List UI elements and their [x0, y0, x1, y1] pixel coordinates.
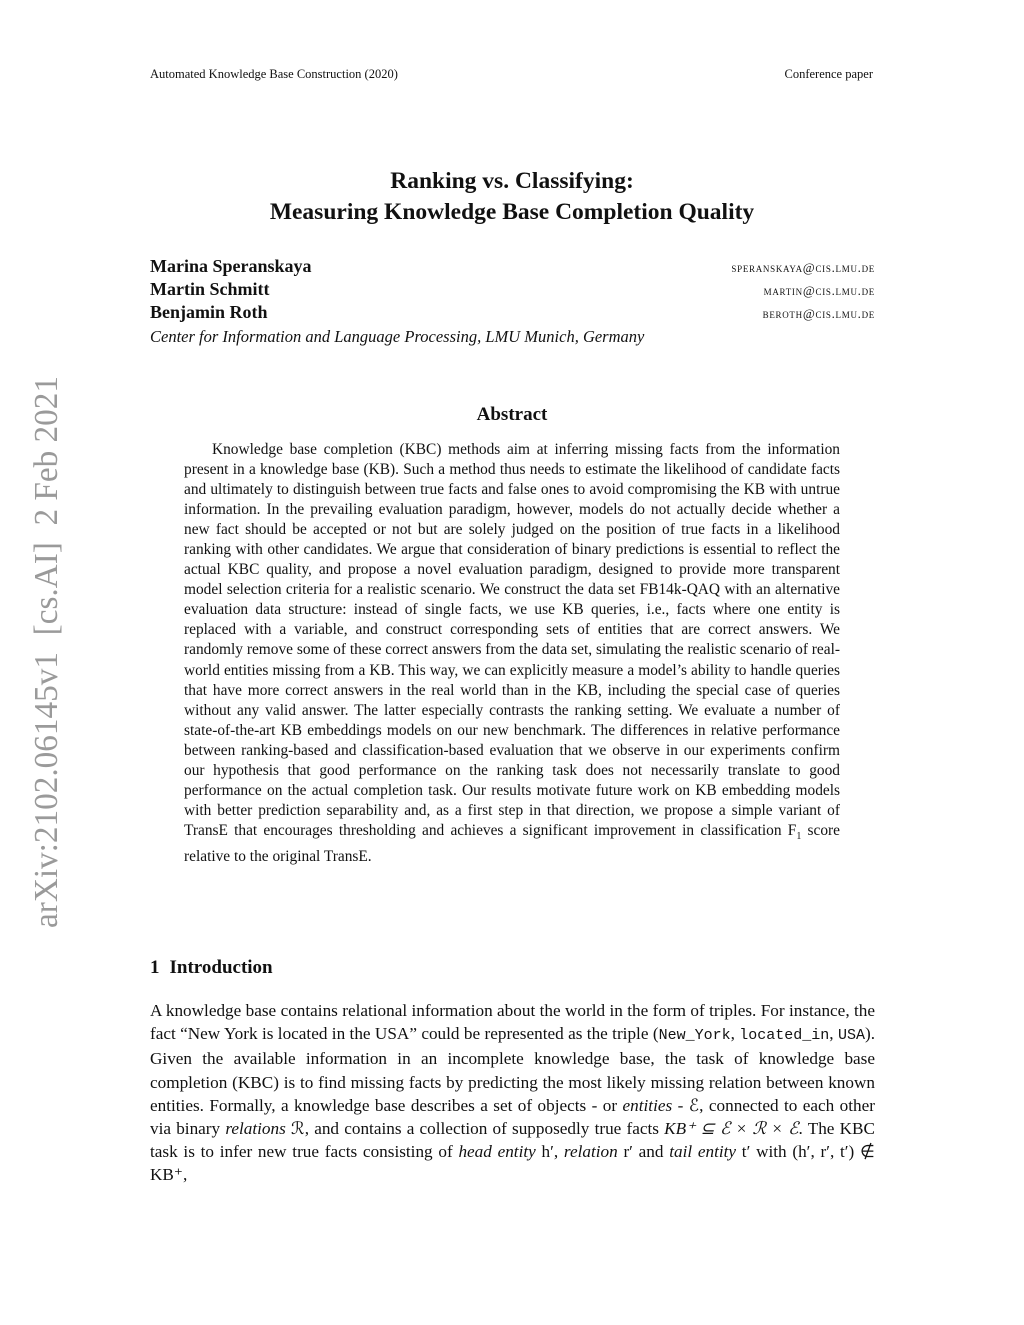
triple-relation: located_in	[739, 1027, 830, 1045]
arxiv-stamp-text: arXiv:2102.06145v1 [cs.AI] 2 Feb 2021	[28, 363, 65, 928]
title-line-1: Ranking vs. Classifying:	[390, 168, 634, 194]
author-row	[150, 302, 875, 325]
paper-title	[0, 166, 1024, 228]
author-row	[150, 256, 875, 279]
author-email: speranskaya@cis.lmu.de	[731, 260, 875, 275]
term-head-entity: head entity	[458, 1142, 536, 1162]
intro-text: h′,	[535, 1142, 564, 1162]
author-name: Martin Schmitt	[150, 279, 270, 299]
abstract-text	[184, 440, 840, 867]
term-relations: relations	[225, 1119, 286, 1139]
intro-text: ,	[829, 1024, 838, 1044]
section-number: 1	[150, 957, 160, 978]
intro-paragraph	[150, 999, 875, 1187]
author-email: martin@cis.lmu.de	[763, 283, 875, 298]
intro-text: ℛ, and contains a collection of supposedly true facts	[285, 1119, 665, 1139]
running-head-left: Automated Knowledge Base Construction (2020)	[150, 67, 398, 81]
term-relation: relation	[563, 1142, 618, 1162]
running-head-right: Conference paper	[784, 67, 873, 81]
intro-text: r′ and	[617, 1142, 670, 1162]
intro-text: - ℰ, connected to each other via binary	[150, 1095, 875, 1139]
term-entities: entities	[622, 1095, 673, 1115]
intro-text: ,	[730, 1024, 740, 1044]
author-name: Benjamin Roth	[150, 302, 268, 322]
intro-text: . The KBC task is to infer new true facts consisting of	[150, 1119, 875, 1162]
intro-text: t′ with (h′, r′, t′) ∉ KB⁺,	[150, 1142, 875, 1185]
arxiv-side-stamp	[26, 363, 68, 928]
author-name: Marina Speranskaya	[150, 256, 312, 276]
author-block	[150, 256, 875, 347]
intro-text: ). Given the available information in an incomplete knowledge base, the task of knowledge base completion (KBC) is to find missing facts by predicting the most likely missing relation between known entities. Formally, a knowledge base describes a set of objects - or	[150, 1024, 876, 1115]
author-row	[150, 279, 875, 302]
section-heading	[150, 957, 273, 979]
intro-text: A knowledge base contains relational information about the world in the form of triples. For instance, the fact “New York is located in the USA” could be represented as the triple (	[150, 1001, 875, 1044]
kb-expression: KB⁺ ⊆ ℰ × ℛ × ℰ	[664, 1119, 799, 1139]
abstract-text-end: score relative to the original TransE.	[184, 821, 840, 866]
f1-subscript: 1	[796, 830, 802, 842]
author-email: beroth@cis.lmu.de	[762, 306, 875, 321]
triple-head: New_York	[658, 1027, 731, 1045]
section-title: Introduction	[169, 957, 273, 978]
term-tail-entity: tail entity	[669, 1142, 737, 1162]
affiliation: Center for Information and Language Processing, LMU Munich, Germany	[150, 327, 645, 346]
triple-tail: USA	[837, 1027, 865, 1045]
abstract-text-main: Knowledge base completion (KBC) methods aim at inferring missing facts from the information present in a knowledge base (KB). Such a method thus needs to estimate the likelihood of candidate facts and ultimately to distinguish between true facts and false ones to avoid compromising the KB with untrue information. In the prevailing evaluation paradigm, however, models do not actually decide whether a new fact should be accepted or not but are solely judged on the position of true facts in a likelihood ranking with other candidates. We argue that consideration of binary predictions is essential to reflect the actual KBC quality, and propose a novel evaluation paradigm, designed to provide more transparent model selection criteria for a realistic scenario. We construct the data set FB14k-QAQ with an alternative evaluation data structure: instead of single facts, we use KB queries, i.e., facts where one entity is replaced with a variable, and construct corresponding sets of entities that are correct answers. We randomly remove some of these correct answers from the data set, simulating the realistic scenario of real-world entities missing from a KB. This way, we can explicitly measure a model’s ability to handle queries that have more correct answers in the real world than in the KB, including the special case of queries without any valid answer. The latter especially contrasts the ranking setting. We evaluate a number of state-of-the-art KB embeddings models on our new benchmark. The differences in relative performance between ranking-based and classification-based evaluation that we observe in our experiments confirm our hypothesis that good performance on the ranking task does not necessarily translate to good performance on the actual completion task. Our results motivate future work on KB embedding models with better prediction separability and, as a first step in that direction, we propose a simple variant of TransE that encourages thresholding and achieves a significant improvement in classification F	[184, 441, 840, 839]
abstract-heading: Abstract	[476, 404, 548, 425]
title-line-2: Measuring Knowledge Base Completion Quality	[269, 199, 755, 225]
